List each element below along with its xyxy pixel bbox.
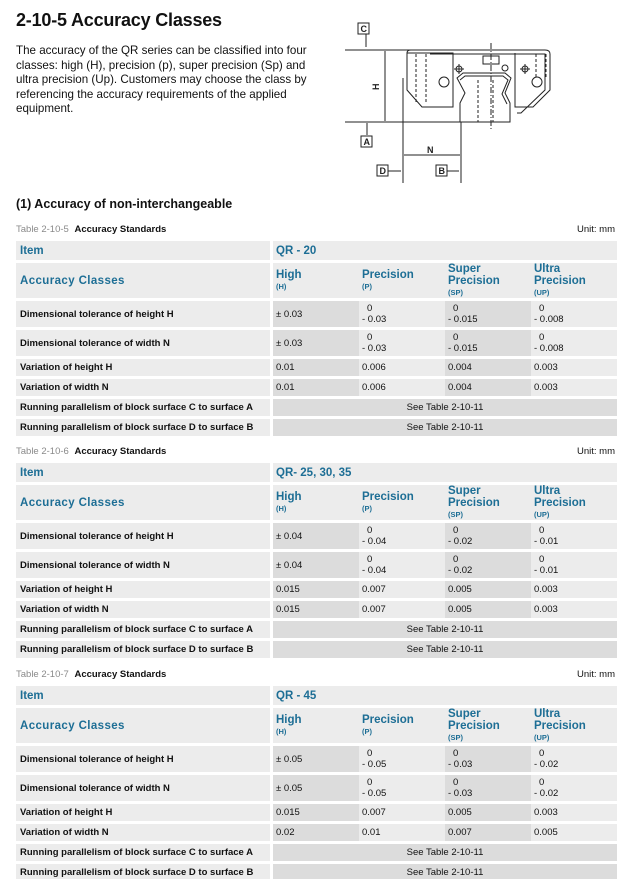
linear-guide-block-diagram xyxy=(345,18,575,188)
model-header: QR- 25, 30, 35 xyxy=(273,463,617,482)
class-precision: Precision (P) xyxy=(359,485,445,520)
table-row: Variation of width N 0.015 0.007 0.005 0.003 xyxy=(16,601,617,618)
classes-header: Accuracy Classes xyxy=(16,708,273,743)
table-row: Variation of width N 0.01 0.006 0.004 0.003 xyxy=(16,379,617,396)
table-row: Dimensional tolerance of width N ± 0.05 0 - 0.05 0 - 0.03 0 - 0.02 xyxy=(16,775,617,801)
diagram-label-d: D xyxy=(379,166,386,176)
see-table-reference: See Table 2-10-11 xyxy=(273,399,617,416)
table-row-classes xyxy=(16,485,617,520)
table-row: Variation of height H 0.015 0.007 0.005 0.003 xyxy=(16,581,617,598)
table-row: Running parallelism of block surface C to surface A See Table 2-10-11 xyxy=(16,399,617,416)
table-name: Accuracy Standards xyxy=(74,669,167,680)
class-super-precision: Super Precision (SP) xyxy=(445,708,531,743)
table-row: Dimensional tolerance of height H ± 0.05 0 - 0.05 0 - 0.03 0 - 0.02 xyxy=(16,746,617,772)
table-row: Running parallelism of block surface C to surface A See Table 2-10-11 xyxy=(16,844,617,861)
table-row-classes xyxy=(16,708,617,743)
table-caption xyxy=(16,669,166,680)
page-title: 2-10-5 Accuracy Classes xyxy=(16,10,222,30)
class-ultra-precision: Ultra Precision (UP) xyxy=(531,708,617,743)
item-header: Item xyxy=(16,241,273,260)
section-title: (1) Accuracy of non-interchangeable xyxy=(16,197,233,211)
model-header: QR - 20 xyxy=(273,241,617,260)
table-name: Accuracy Standards xyxy=(74,224,167,235)
table-row: Variation of height H 0.015 0.007 0.005 0.003 xyxy=(16,804,617,821)
class-precision: Precision (P) xyxy=(359,263,445,298)
table-row: Dimensional tolerance of width N ± 0.04 0 - 0.04 0 - 0.02 0 - 0.01 xyxy=(16,552,617,578)
diagram-label-n: N xyxy=(427,145,434,155)
table-row-item xyxy=(16,686,617,705)
class-ultra-precision: Ultra Precision (UP) xyxy=(531,263,617,298)
class-high: High (H) xyxy=(273,485,359,520)
table-name: Accuracy Standards xyxy=(74,446,167,457)
class-super-precision: Super Precision (SP) xyxy=(445,485,531,520)
see-table-reference: See Table 2-10-11 xyxy=(273,641,617,658)
class-ultra-precision: Ultra Precision (UP) xyxy=(531,485,617,520)
item-header: Item xyxy=(16,463,273,482)
table-row: Running parallelism of block surface D to surface B See Table 2-10-11 xyxy=(16,641,617,658)
class-high: High (H) xyxy=(273,263,359,298)
intro-paragraph: The accuracy of the QR series can be classified into four classes: high (H), precision (p), super precision (Sp) and ultra precision (Up). Customers may choose the class by referencing the accuracy requirements of the applied equipment. xyxy=(16,44,307,115)
diagram-label-h: H xyxy=(371,83,381,90)
table-row: Variation of height H 0.01 0.006 0.004 0.003 xyxy=(16,359,617,376)
diagram-label-b: B xyxy=(438,166,445,176)
table-number: Table 2-10-7 xyxy=(16,669,69,680)
see-table-reference: See Table 2-10-11 xyxy=(273,419,617,436)
table-number: Table 2-10-6 xyxy=(16,446,69,457)
table-row: Dimensional tolerance of width N ± 0.03 0 - 0.03 0 - 0.015 0 - 0.008 xyxy=(16,330,617,356)
accuracy-table-qr25-35 xyxy=(16,460,617,661)
class-super-precision: Super Precision (SP) xyxy=(445,263,531,298)
classes-header: Accuracy Classes xyxy=(16,263,273,298)
model-header: QR - 45 xyxy=(273,686,617,705)
table-row: Variation of width N 0.02 0.01 0.007 0.005 xyxy=(16,824,617,841)
accuracy-table-qr20 xyxy=(16,238,617,439)
unit-label: Unit: mm xyxy=(577,224,615,235)
diagram-label-a: A xyxy=(363,137,370,147)
table-row-classes xyxy=(16,263,617,298)
classes-header: Accuracy Classes xyxy=(16,485,273,520)
table-number: Table 2-10-5 xyxy=(16,224,69,235)
table-row-item xyxy=(16,241,617,260)
item-header: Item xyxy=(16,686,273,705)
accuracy-table-qr45 xyxy=(16,683,617,879)
table-row: Running parallelism of block surface D to surface B See Table 2-10-11 xyxy=(16,864,617,879)
table-row: Dimensional tolerance of height H ± 0.03 0 - 0.03 0 - 0.015 0 - 0.008 xyxy=(16,301,617,327)
table-row: Dimensional tolerance of height H ± 0.04 0 - 0.04 0 - 0.02 0 - 0.01 xyxy=(16,523,617,549)
unit-label: Unit: mm xyxy=(577,446,615,457)
see-table-reference: See Table 2-10-11 xyxy=(273,864,617,879)
see-table-reference: See Table 2-10-11 xyxy=(273,844,617,861)
table-row-item xyxy=(16,463,617,482)
diagram-label-c: C xyxy=(360,24,367,34)
table-caption xyxy=(16,446,166,457)
class-precision: Precision (P) xyxy=(359,708,445,743)
class-high: High (H) xyxy=(273,708,359,743)
unit-label: Unit: mm xyxy=(577,669,615,680)
table-row: Running parallelism of block surface C to surface A See Table 2-10-11 xyxy=(16,621,617,638)
see-table-reference: See Table 2-10-11 xyxy=(273,621,617,638)
table-caption xyxy=(16,224,166,235)
table-row: Running parallelism of block surface D to surface B See Table 2-10-11 xyxy=(16,419,617,436)
